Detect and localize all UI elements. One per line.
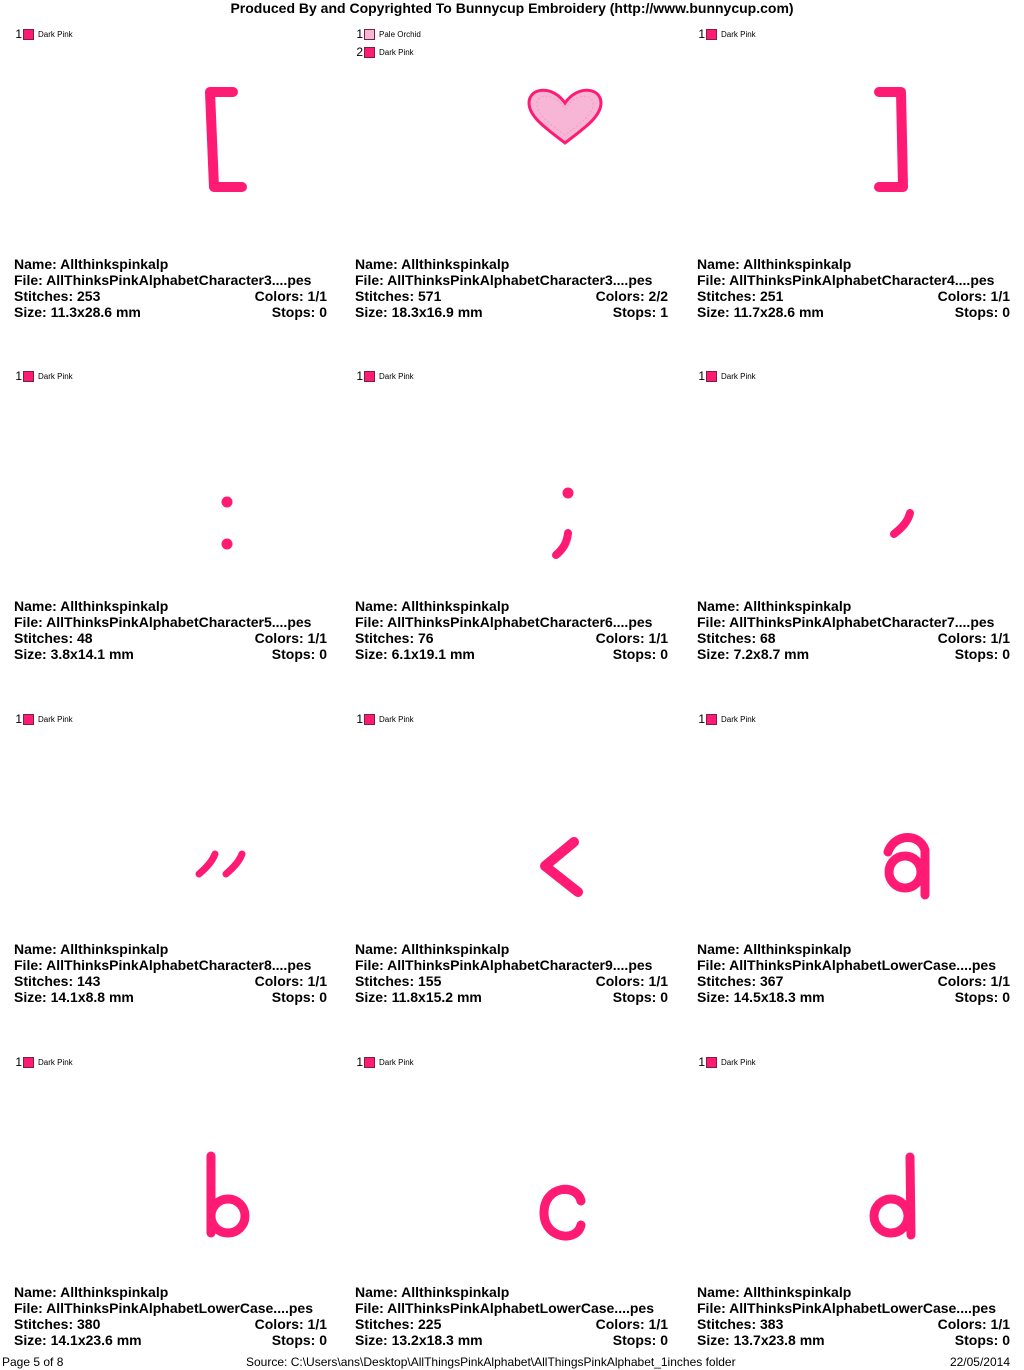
color-count: Colors: 1/1 xyxy=(595,1316,668,1332)
embroidery-preview xyxy=(347,1073,677,1263)
embroidery-glyph-svg xyxy=(689,387,1019,577)
design-name: Name: Allthinkspinkalp xyxy=(14,941,169,957)
size-stops-row xyxy=(14,1332,327,1348)
color-swatch xyxy=(23,1057,34,1068)
design-info xyxy=(14,1284,327,1348)
design-name: Name: Allthinkspinkalp xyxy=(697,598,852,614)
color-legend-row xyxy=(353,1053,414,1071)
thread-color-name: Dark Pink xyxy=(379,371,414,381)
color-count: Colors: 1/1 xyxy=(254,973,327,989)
thread-color-name: Dark Pink xyxy=(379,1057,414,1067)
design-name: Name: Allthinkspinkalp xyxy=(14,256,169,272)
color-legend-row xyxy=(695,710,756,728)
design-size: Size: 14.1x23.6 mm xyxy=(14,1332,142,1348)
embroidery-glyph-svg xyxy=(347,730,677,920)
color-swatch xyxy=(23,29,34,40)
embroidery-preview xyxy=(347,387,677,577)
stitches-colors-row xyxy=(355,973,668,989)
embroidery-preview xyxy=(347,730,677,920)
color-legend xyxy=(12,710,73,728)
color-legend xyxy=(695,367,756,385)
letter-b-bowl xyxy=(211,1199,245,1233)
design-info xyxy=(697,256,1010,320)
stitches-colors-row xyxy=(355,1316,668,1332)
design-info xyxy=(14,598,327,662)
stop-count: Stops: 0 xyxy=(271,989,327,1005)
color-legend-row xyxy=(695,367,756,385)
apostrophe-glyph xyxy=(894,513,910,534)
stop-count: Stops: 0 xyxy=(271,304,327,320)
color-swatch xyxy=(23,714,34,725)
color-swatch xyxy=(23,371,34,382)
color-number: 1 xyxy=(356,1055,363,1069)
design-cell xyxy=(6,1028,336,1368)
size-stops-row xyxy=(355,1332,668,1348)
stitch-count: Stitches: 251 xyxy=(697,288,784,304)
design-name: Name: Allthinkspinkalp xyxy=(697,256,852,272)
stitches-colors-row xyxy=(697,1316,1010,1332)
stitches-colors-row xyxy=(14,630,327,646)
design-size: Size: 13.7x23.8 mm xyxy=(697,1332,825,1348)
embroidery-preview xyxy=(347,45,677,235)
color-number: 1 xyxy=(698,712,705,726)
design-cell xyxy=(6,685,336,1025)
color-swatch xyxy=(706,29,717,40)
embroidery-glyph-svg xyxy=(6,387,336,577)
thread-color-name: Dark Pink xyxy=(38,1057,73,1067)
colon-dot-bottom xyxy=(222,539,233,550)
colon-dot-top xyxy=(222,497,233,508)
design-size: Size: 14.5x18.3 mm xyxy=(697,989,825,1005)
design-file: File: AllThinksPinkAlphabetLowerCase....pes xyxy=(697,1300,996,1316)
size-stops-row xyxy=(355,304,668,320)
design-size: Size: 14.1x8.8 mm xyxy=(14,989,134,1005)
embroidery-glyph-svg xyxy=(6,730,336,920)
stitch-count: Stitches: 48 xyxy=(14,630,93,646)
color-legend xyxy=(353,367,414,385)
thread-color-name: Dark Pink xyxy=(38,29,73,39)
color-legend-row xyxy=(695,1053,756,1071)
size-stops-row xyxy=(14,646,327,662)
design-size: Size: 6.1x19.1 mm xyxy=(355,646,475,662)
design-name: Name: Allthinkspinkalp xyxy=(14,1284,169,1300)
quote-mark-left xyxy=(199,854,215,874)
thread-color-name: Dark Pink xyxy=(721,1057,756,1067)
design-file: File: AllThinksPinkAlphabetCharacter3....pes xyxy=(14,272,312,288)
color-legend-row xyxy=(353,367,414,385)
size-stops-row xyxy=(355,646,668,662)
color-count: Colors: 1/1 xyxy=(254,288,327,304)
stitch-count: Stitches: 68 xyxy=(697,630,776,646)
color-legend-row xyxy=(12,367,73,385)
design-cell xyxy=(689,0,1019,340)
stop-count: Stops: 0 xyxy=(954,1332,1010,1348)
stitches-colors-row xyxy=(697,288,1010,304)
letter-a-bowl xyxy=(889,856,921,888)
design-file: File: AllThinksPinkAlphabetCharacter4....pes xyxy=(697,272,995,288)
color-legend xyxy=(12,367,73,385)
design-name: Name: Allthinkspinkalp xyxy=(355,1284,510,1300)
design-name: Name: Allthinkspinkalp xyxy=(14,598,169,614)
design-cell xyxy=(6,342,336,682)
design-size: Size: 13.2x18.3 mm xyxy=(355,1332,483,1348)
design-file: File: AllThinksPinkAlphabetCharacter3....pes xyxy=(355,272,653,288)
design-size: Size: 11.3x28.6 mm xyxy=(14,304,141,320)
color-legend-row xyxy=(353,25,421,43)
design-info xyxy=(697,598,1010,662)
embroidery-glyph-svg xyxy=(347,45,677,235)
color-legend-row xyxy=(12,710,73,728)
design-size: Size: 7.2x8.7 mm xyxy=(697,646,810,662)
color-number: 1 xyxy=(356,369,363,383)
color-legend xyxy=(695,710,756,728)
design-name: Name: Allthinkspinkalp xyxy=(697,1284,852,1300)
embroidery-preview xyxy=(6,387,336,577)
embroidery-preview xyxy=(6,45,336,235)
print-date: 22/05/2014 xyxy=(949,1355,1010,1369)
stop-count: Stops: 0 xyxy=(271,646,327,662)
embroidery-glyph-svg xyxy=(689,45,1019,235)
design-info xyxy=(697,941,1010,1005)
color-count: Colors: 1/1 xyxy=(254,1316,327,1332)
design-cell xyxy=(347,342,677,682)
color-count: Colors: 1/1 xyxy=(595,630,668,646)
design-info xyxy=(14,256,327,320)
page-number: Page 5 of 8 xyxy=(2,1355,64,1369)
stitch-count: Stitches: 253 xyxy=(14,288,101,304)
embroidery-preview xyxy=(689,387,1019,577)
thread-color-name: Dark Pink xyxy=(379,47,414,57)
letter-c-glyph xyxy=(544,1189,581,1236)
color-swatch xyxy=(364,714,375,725)
color-count: Colors: 1/1 xyxy=(595,973,668,989)
stitches-colors-row xyxy=(14,973,327,989)
design-file: File: AllThinksPinkAlphabetLowerCase....pes xyxy=(355,1300,654,1316)
color-number: 1 xyxy=(15,369,22,383)
color-count: Colors: 2/2 xyxy=(595,288,668,304)
size-stops-row xyxy=(697,989,1010,1005)
color-swatch xyxy=(706,371,717,382)
embroidery-preview xyxy=(6,730,336,920)
stop-count: Stops: 0 xyxy=(954,304,1010,320)
embroidery-preview xyxy=(6,1073,336,1263)
left-bracket-glyph xyxy=(210,92,242,187)
embroidery-glyph-svg xyxy=(6,1073,336,1263)
design-info xyxy=(355,256,668,320)
design-cell xyxy=(6,0,336,340)
design-name: Name: Allthinkspinkalp xyxy=(697,941,852,957)
source-path: Source: C:\Users\ans\Desktop\AllThingsPinkAlphabet\AllThingsPinkAlphabet_1inches folder xyxy=(246,1355,736,1369)
embroidery-glyph-svg xyxy=(347,387,677,577)
page-header: Produced By and Copyrighted To Bunnycup Embroidery (http://www.bunnycup.com) xyxy=(230,0,794,16)
color-number: 1 xyxy=(356,27,363,41)
color-swatch xyxy=(364,1057,375,1068)
design-file: File: AllThinksPinkAlphabetCharacter7....pes xyxy=(697,614,995,630)
color-legend xyxy=(12,1053,73,1071)
design-file: File: AllThinksPinkAlphabetCharacter8....pes xyxy=(14,957,312,973)
color-legend xyxy=(695,1053,756,1071)
design-file: File: AllThinksPinkAlphabetCharacter9....pes xyxy=(355,957,653,973)
thread-color-name: Pale Orchid xyxy=(379,29,421,39)
design-cell xyxy=(689,1028,1019,1368)
right-bracket-glyph xyxy=(879,92,903,187)
letter-d-stem xyxy=(910,1157,911,1235)
semicolon-tail xyxy=(556,533,568,555)
size-stops-row xyxy=(14,304,327,320)
stop-count: Stops: 0 xyxy=(612,1332,668,1348)
color-number: 1 xyxy=(15,1055,22,1069)
less-than-glyph xyxy=(545,842,578,892)
size-stops-row xyxy=(697,304,1010,320)
color-legend-row xyxy=(12,1053,73,1071)
design-file: File: AllThinksPinkAlphabetLowerCase....pes xyxy=(697,957,996,973)
thread-color-name: Dark Pink xyxy=(721,371,756,381)
stitch-count: Stitches: 380 xyxy=(14,1316,101,1332)
stop-count: Stops: 0 xyxy=(612,646,668,662)
semicolon-dot xyxy=(563,488,574,499)
color-legend xyxy=(695,25,756,43)
design-info xyxy=(355,1284,668,1348)
stop-count: Stops: 1 xyxy=(612,304,668,320)
thread-color-name: Dark Pink xyxy=(379,714,414,724)
stitch-count: Stitches: 155 xyxy=(355,973,442,989)
design-size: Size: 18.3x16.9 mm xyxy=(355,304,483,320)
page-footer xyxy=(0,1354,1024,1370)
thread-color-name: Dark Pink xyxy=(721,714,756,724)
stitch-count: Stitches: 367 xyxy=(697,973,784,989)
letter-d-bowl xyxy=(874,1199,908,1233)
design-info xyxy=(14,941,327,1005)
stitch-count: Stitches: 76 xyxy=(355,630,434,646)
embroidery-glyph-svg xyxy=(689,730,1019,920)
size-stops-row xyxy=(14,989,327,1005)
design-cell xyxy=(689,342,1019,682)
design-file: File: AllThinksPinkAlphabetLowerCase....pes xyxy=(14,1300,313,1316)
embroidery-preview xyxy=(689,45,1019,235)
size-stops-row xyxy=(697,646,1010,662)
stop-count: Stops: 0 xyxy=(271,1332,327,1348)
stitch-count: Stitches: 383 xyxy=(697,1316,784,1332)
thread-color-name: Dark Pink xyxy=(38,714,73,724)
embroidery-glyph-svg xyxy=(347,1073,677,1263)
design-cell xyxy=(347,0,677,340)
color-count: Colors: 1/1 xyxy=(254,630,327,646)
design-file: File: AllThinksPinkAlphabetCharacter5....pes xyxy=(14,614,312,630)
color-number: 2 xyxy=(356,45,363,59)
color-number: 1 xyxy=(698,369,705,383)
stitch-count: Stitches: 571 xyxy=(355,288,442,304)
design-cell xyxy=(347,1028,677,1368)
design-cell xyxy=(689,685,1019,1025)
design-cell xyxy=(347,685,677,1025)
color-swatch xyxy=(364,371,375,382)
stop-count: Stops: 0 xyxy=(954,646,1010,662)
stitches-colors-row xyxy=(355,288,668,304)
design-size: Size: 11.7x28.6 mm xyxy=(697,304,824,320)
color-legend-row xyxy=(12,25,73,43)
color-swatch xyxy=(706,714,717,725)
color-swatch xyxy=(706,1057,717,1068)
size-stops-row xyxy=(355,989,668,1005)
embroidery-glyph-svg xyxy=(6,45,336,235)
color-legend xyxy=(353,1053,414,1071)
stop-count: Stops: 0 xyxy=(612,989,668,1005)
color-number: 1 xyxy=(15,27,22,41)
thread-color-name: Dark Pink xyxy=(38,371,73,381)
color-count: Colors: 1/1 xyxy=(937,630,1010,646)
color-count: Colors: 1/1 xyxy=(937,973,1010,989)
design-size: Size: 3.8x14.1 mm xyxy=(14,646,134,662)
color-legend xyxy=(12,25,73,43)
design-info xyxy=(355,941,668,1005)
color-legend-row xyxy=(695,25,756,43)
embroidery-glyph-svg xyxy=(689,1073,1019,1263)
color-count: Colors: 1/1 xyxy=(937,288,1010,304)
stop-count: Stops: 0 xyxy=(954,989,1010,1005)
size-stops-row xyxy=(697,1332,1010,1348)
design-name: Name: Allthinkspinkalp xyxy=(355,941,510,957)
color-legend-row xyxy=(353,710,414,728)
quote-mark-right xyxy=(226,854,242,874)
stitches-colors-row xyxy=(14,288,327,304)
stitches-colors-row xyxy=(14,1316,327,1332)
color-swatch xyxy=(364,29,375,40)
design-name: Name: Allthinkspinkalp xyxy=(355,598,510,614)
design-name: Name: Allthinkspinkalp xyxy=(355,256,510,272)
color-count: Colors: 1/1 xyxy=(937,1316,1010,1332)
color-legend xyxy=(353,710,414,728)
stitches-colors-row xyxy=(697,973,1010,989)
stitches-colors-row xyxy=(697,630,1010,646)
thread-color-name: Dark Pink xyxy=(721,29,756,39)
color-number: 1 xyxy=(356,712,363,726)
embroidery-preview xyxy=(689,730,1019,920)
embroidery-preview xyxy=(689,1073,1019,1263)
design-file: File: AllThinksPinkAlphabetCharacter6....pes xyxy=(355,614,653,630)
stitch-count: Stitches: 225 xyxy=(355,1316,442,1332)
color-number: 1 xyxy=(698,1055,705,1069)
design-info xyxy=(355,598,668,662)
color-number: 1 xyxy=(698,27,705,41)
stitch-count: Stitches: 143 xyxy=(14,973,101,989)
design-info xyxy=(697,1284,1010,1348)
stitches-colors-row xyxy=(355,630,668,646)
design-size: Size: 11.8x15.2 mm xyxy=(355,989,482,1005)
color-number: 1 xyxy=(15,712,22,726)
